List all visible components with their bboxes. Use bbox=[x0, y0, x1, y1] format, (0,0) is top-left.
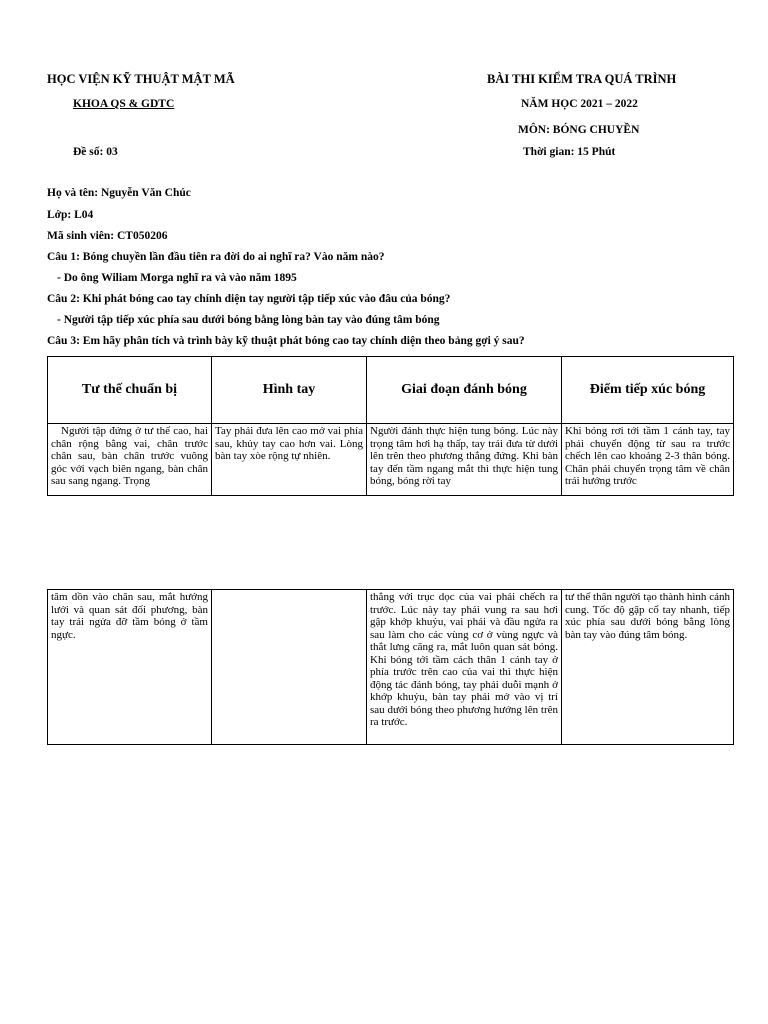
table-header-row bbox=[48, 357, 734, 424]
table-row bbox=[48, 590, 734, 745]
table-cell: thẳng với trục dọc của vai phải chếch ra trước. Lúc này tay phải vung ra sau hơi gập khớp khuỷu, vai phải và đầu ngửa ra sau làm cho các vùng cơ ở vùng ngực và thắt lưng căng ra, mắt luôn quan sát bóng. Khi bóng tới tầm cách thân 1 cánh tay ở phía trước trên cao của vai thì thực hiện động tác đánh bóng, tay phải duỗi mạnh ở khớp khuỷu, bàn tay phải mở vào vị trí sau dưới bóng theo phương hướng lên trên ra trước. bbox=[367, 590, 562, 745]
header-hitting-phase: Giai đoạn đánh bóng bbox=[367, 357, 562, 424]
technique-table-part-1 bbox=[47, 356, 734, 496]
table-cell bbox=[212, 590, 367, 745]
school-year: NĂM HỌC 2021 – 2022 bbox=[521, 98, 638, 110]
header-hand-shape: Hình tay bbox=[212, 357, 367, 424]
exam-code: Đề số: 03 bbox=[73, 146, 118, 158]
table-cell: Người đánh thực hiện tung bóng. Lúc này trọng tâm hơi hạ thấp, tay trái đưa từ dưới lên trên theo phương thẳng đứng. Khi bàn tay đến tầm ngang mắt thì thực hiện tung bóng, bóng rời tay bbox=[367, 424, 562, 496]
faculty-name: KHOA QS & GDTC bbox=[73, 98, 175, 110]
exam-title: BÀI THI KIỂM TRA QUÁ TRÌNH bbox=[487, 72, 677, 86]
technique-table-part-2 bbox=[47, 589, 734, 745]
header-stance: Tư thế chuẩn bị bbox=[48, 357, 212, 424]
exam-duration: Thời gian: 15 Phút bbox=[523, 146, 616, 158]
student-id: Mã sinh viên: CT050206 bbox=[47, 230, 168, 242]
table-cell: tư thế thân người tạo thành hình cánh cung. Tốc độ gập cổ tay nhanh, tiếp xúc phía sau dưới bóng bằng lòng bàn tay vào đúng tâm bóng. bbox=[562, 590, 734, 745]
student-class: Lớp: L04 bbox=[47, 209, 94, 221]
subject: MÔN: BÓNG CHUYỀN bbox=[518, 124, 640, 136]
student-name: Họ và tên: Nguyễn Văn Chúc bbox=[47, 187, 191, 199]
table-cell: Người tập đứng ở tư thế cao, hai chân rộng bằng vai, chân trước chân sau, bàn chân trước vuông góc với vạch biên ngang, bàn chân sau sang ngang. Trọng bbox=[48, 424, 212, 496]
table-cell: Tay phải đưa lên cao mở vai phía sau, khủy tay cao hơn vai. Lòng bàn tay xòe rộng tự nhiên. bbox=[212, 424, 367, 496]
question-1: Câu 1: Bóng chuyền lần đầu tiên ra đời do ai nghĩ ra? Vào năm nào? bbox=[47, 251, 385, 263]
table-cell: Khi bóng rơi tới tầm 1 cánh tay, tay phải chuyển động từ sau ra trước chếch lên cao khoảng 2-3 thân bóng. Chân phải chuyển trọng tâm về chân trái hướng trước bbox=[562, 424, 734, 496]
table-row bbox=[48, 424, 734, 496]
question-3: Câu 3: Em hãy phân tích và trình bày kỹ thuật phát bóng cao tay chính diện theo bảng gợi ý sau? bbox=[47, 335, 525, 347]
question-2: Câu 2: Khi phát bóng cao tay chính diện tay người tập tiếp xúc vào đâu của bóng? bbox=[47, 293, 451, 305]
table-cell: tâm dồn vào chân sau, mắt hướng lưới và quan sát đối phương, bàn tay trái ngửa đỡ tầm bóng ở tầm ngực. bbox=[48, 590, 212, 745]
answer-2: - Người tập tiếp xúc phía sau dưới bóng bằng lòng bàn tay vào đúng tâm bóng bbox=[57, 314, 440, 326]
institute-name: HỌC VIỆN KỸ THUẬT MẬT MÃ bbox=[47, 72, 235, 86]
header-contact-point: Điểm tiếp xúc bóng bbox=[562, 357, 734, 424]
answer-1: - Do ông Wiliam Morga nghĩ ra và vào năm 1895 bbox=[57, 272, 297, 284]
